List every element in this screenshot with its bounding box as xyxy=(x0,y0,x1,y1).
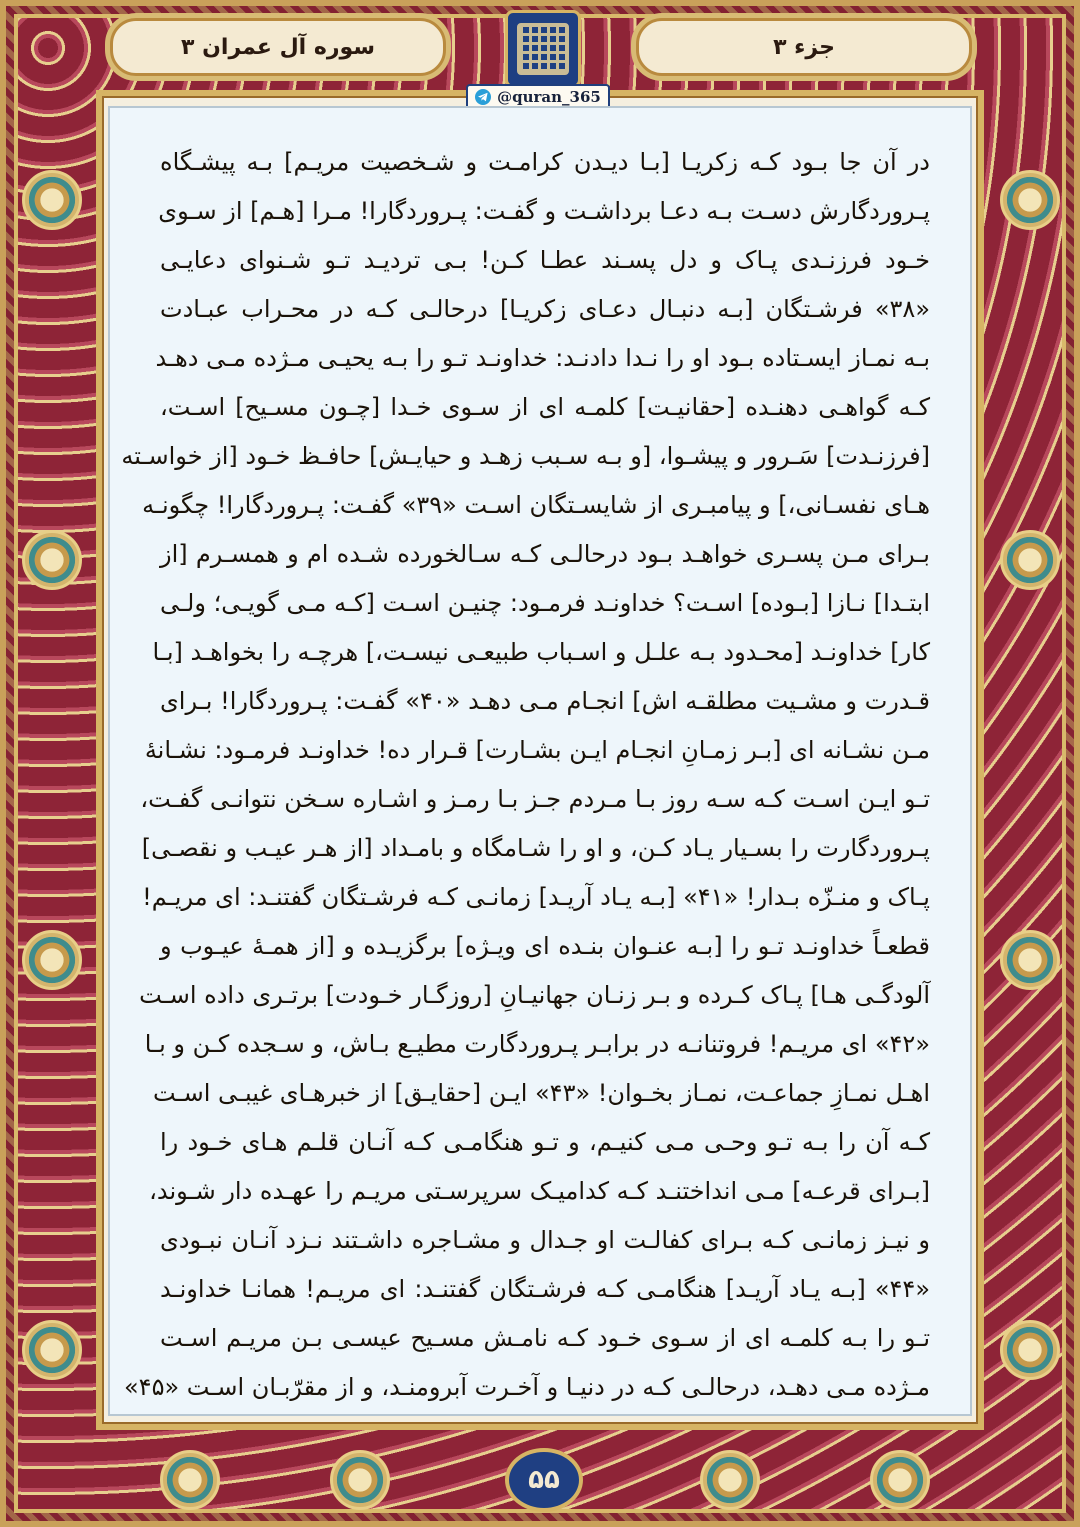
text-line: تـو ایـن اسـت کـه سـه روز بـا مـردم جـز بـا رمـز و اشـاره سـخن نتوانـی گفـت، xyxy=(140,785,930,813)
text-line: و نیـز زمانـی کـه بـرای کفالـت او جـدال و مشـاجره داشـتند نـزد آنـان نبـودی xyxy=(160,1226,930,1254)
text-line: آلودگـی هـا] پـاک کـرده و بـر زنـان جهانیـانِ [روزگـار خـودت] برتـری داده اسـت xyxy=(139,981,930,1009)
medallion-ornament xyxy=(1000,930,1060,990)
text-line: مـن نشـانه ای [بـر زمـانِ انجـام ایـن بشـارت] قـرار ده! خداونـد فرمـود: نشـانۀ xyxy=(144,736,930,764)
text-line: «۳۸» فرشـتگان [بـه دنبـال دعـای زکریـا] درحالـی کـه در محـراب عبـادت xyxy=(160,295,930,323)
page-number: ۵۵ xyxy=(528,1465,560,1495)
text-line: مـژده مـی دهـد، درحالـی کـه در دنیـا و آخـرت آبرومنـد، و از مقرّبـان اسـت «۴۵» xyxy=(123,1373,930,1401)
text-line: «۴۴» [بـه یـاد آریـد] هنگامـی کـه فرشـتگان گفتنـد: ای مریـم! همانـا خداونـد xyxy=(160,1275,930,1303)
medallion-ornament xyxy=(22,530,82,590)
text-panel xyxy=(108,106,972,1416)
medallion-ornament xyxy=(22,930,82,990)
juz-label: جزء ۳ xyxy=(773,34,835,60)
text-line: [فرزنـدت] سَـرور و پیشـوا، [و بـه سـبب زهـد و حیایـش] حافـظ خـود [از خواسـته xyxy=(121,442,930,470)
medallion-ornament xyxy=(870,1450,930,1510)
telegram-icon xyxy=(475,89,491,105)
medallion-ornament xyxy=(700,1450,760,1510)
text-line: اهـل نمـازِ جماعـت، نمـاز بخـوان! «۴۳» ایـن [حقایـق] از خبرهـای غیبـی اسـت xyxy=(153,1079,930,1107)
text-line: قطعـاً خداونـد تـو را [بـه عنـوان بنـده ای ویـژه] برگزیـده و [از همـۀ عیـوب و xyxy=(160,932,930,960)
translation-text xyxy=(121,138,930,1412)
juz-plaque xyxy=(636,18,972,76)
page-number-badge xyxy=(505,1448,583,1512)
text-line: قـدرت و مشـیت مطلقـه اش] انجـام مـی دهـد «۴۰» گفـت: پـروردگارا! بـرای xyxy=(160,687,930,715)
text-line: هـای نفسـانی،] و پیامبـری از شایسـتگان اسـت «۳۹» گفـت: پـروردگارا! چگونـه xyxy=(142,491,930,519)
text-line: «۴۲» ای مریـم! فروتنانـه در برابـر پـروردگارت مطیـع بـاش، و سـجده کـن و بـا xyxy=(144,1030,930,1058)
text-line: کـه گواهـی دهنـده [حقانیـت] کلمـه ای از سـوی خـدا [چـون مسـیح] اسـت، xyxy=(160,393,930,421)
text-line: پـروردگارش دسـت بـه دعـا برداشـت و گفـت: پـروردگارا! مـرا [هـم] از سـوی xyxy=(158,197,930,225)
surah-title-plaque xyxy=(110,18,446,76)
text-line: خـود فرزنـدی پـاک و دل پسـند عطـا کـن! بـی تردیـد تـو شـنوای دعایـی xyxy=(160,246,930,274)
text-line: بـرای مـن پسـری خواهـد بـود درحالـی کـه سـالخورده شـده ام و همسـرم [از xyxy=(160,540,930,568)
medallion-ornament xyxy=(22,170,82,230)
text-line: پـروردگارت را بسـیار یـاد کـن، و او را شـامگاه و بامـداد [از هـر عیـب و نقصـی] xyxy=(141,834,930,862)
text-line: پـاک و منـزّه بـدار! «۴۱» [بـه یـاد آریـد] زمانـی کـه فرشـتگان گفتنـد: ای مریـم! xyxy=(142,883,930,911)
medallion-ornament xyxy=(22,1320,82,1380)
text-line: تـو را بـه کلمـه ای از سـوی خـود کـه نامـش مسـیح عیسـی بـن مریـم اسـت xyxy=(160,1324,930,1352)
text-line: کار] خداونـد [محـدود بـه علـل و اسـباب طبیعـی نیسـت،] هرچـه را بخواهـد [بـا xyxy=(152,638,930,666)
surah-title: سوره آل عمران ۳ xyxy=(181,34,375,60)
text-line: کـه آن را بـه تـو وحـی مـی کنیـم، و تـو هنگامـی کـه آنـان قلـم هـای خـود را xyxy=(160,1128,930,1156)
medallion-ornament xyxy=(160,1450,220,1510)
text-line: بـه نمـاز ایسـتاده بـود او را نـدا دادنـد: خداونـد تـو را بـه یحیـی مـژده مـی دهـد xyxy=(155,344,930,372)
channel-handle: @quran_365 xyxy=(497,88,601,106)
quran-logo-icon xyxy=(505,10,581,88)
logo-calligraphy-mark xyxy=(517,23,569,75)
text-line: ابتـدا] نـازا [بـوده] اسـت؟ خداونـد فرمـود: چنیـن اسـت [کـه مـی گویـی؛ ولـی xyxy=(160,589,930,617)
medallion-ornament xyxy=(1000,170,1060,230)
medallion-ornament xyxy=(330,1450,390,1510)
medallion-ornament xyxy=(1000,1320,1060,1380)
text-line: در آن جا بـود کـه زکریـا [بـا دیـدن کرامـت و شـخصیت مریـم] بـه پیشـگاه xyxy=(160,148,930,176)
text-line: [بـرای قرعـه] مـی انداختنـد کـه کدامیـک سرپرسـتی مریـم را عهـده دار شـوند، xyxy=(149,1177,930,1205)
medallion-ornament xyxy=(1000,530,1060,590)
